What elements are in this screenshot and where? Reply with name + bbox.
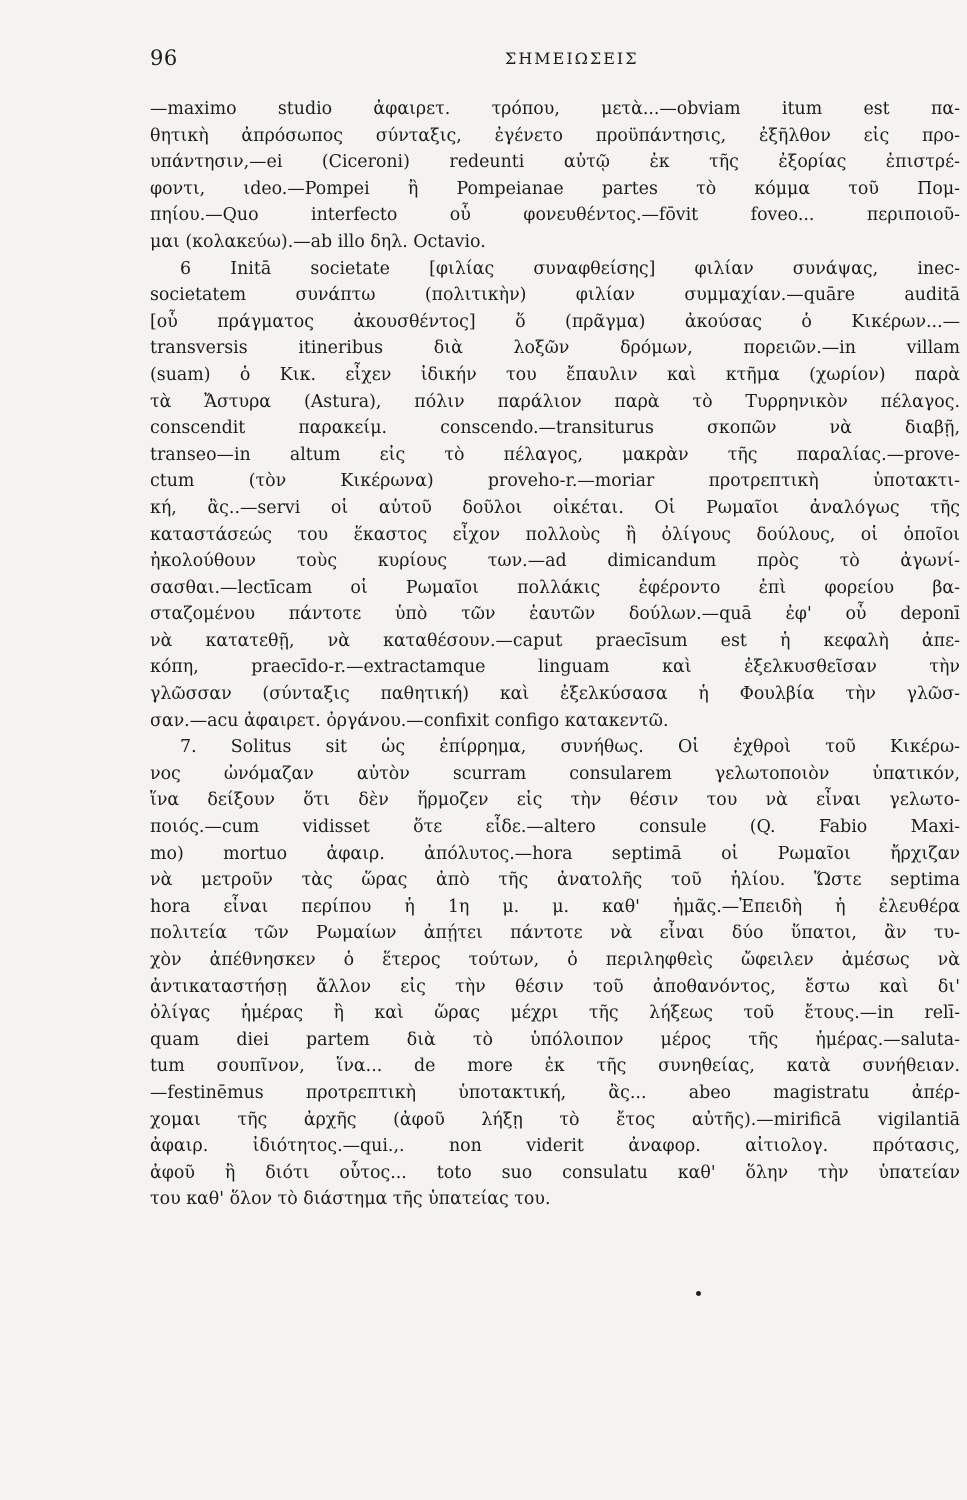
text-line: 6 Initā societate [φιλίας συναφθείσης] φιλίαν συνάψας, inec- xyxy=(180,258,960,279)
text-line: φοντι, ιdeo.—Pompei ἢ Pompeianae partes τὸ κόμμα τοῦ Πομ- xyxy=(150,178,960,199)
text-line: πολιτεία τῶν Ρωμαίων ἀπῄτει πάντοτε νὰ εἶναι δύο ὕπατοι, ἂν τυ- xyxy=(150,923,960,944)
text-line: transversis itineribus διὰ λοξῶν δρόμων, πορειῶν.—in villam xyxy=(150,338,960,359)
text-line: hora εἶναι περίπου ἡ 1η μ. μ. καθ' ἡμᾶς.—Ἐπειδὴ ἡ ἐλευθέρα xyxy=(150,896,960,917)
text-line: ὀλίγας ἡμέρας ἢ καὶ ὥρας μέχρι τῆς λήξεως τοῦ ἔτους.—in relī- xyxy=(150,1003,960,1024)
text-line: κή, ἂς..—servi οἱ αὑτοῦ δοῦλοι οἰκέται. Οἱ Ρωμαῖοι ἀναλόγως τῆς xyxy=(150,497,960,518)
text-line: του καθ' ὅλον τὸ διάστημα τῆς ὑπατείας του. xyxy=(150,1189,551,1210)
text-line: 7. Solitus sit ὡς ἐπίρρημα, συνήθως. Οἱ ἐχθροὶ τοῦ Κικέρω- xyxy=(180,737,960,758)
text-line: tum σουπῖνον, ἵνα... de more ἐκ τῆς συνηθείας, κατὰ συνήθειαν. xyxy=(150,1056,960,1077)
text-line: societatem συνάπτω (πολιτικὴν) φιλίαν συμμαχίαν.—quāre auditā xyxy=(150,285,960,306)
running-head: ΣΗΜΕΙΩΣΕΙΣ xyxy=(505,49,639,68)
text-line: νὰ κατατεθῇ, νὰ καταθέσουν.—caput praecīsum est ἡ κεφαλὴ ἀπε- xyxy=(150,630,960,651)
text-line: σασθαι.—lectīcam οἱ Ρωμαῖοι πολλάκις ἐφέροντο ἐπὶ φορείου βα- xyxy=(150,577,960,598)
text-line: καταστάσεώς του ἕκαστος εἶχον πολλοὺς ἢ ὀλίγους δούλους, οἱ ὁποῖοι xyxy=(150,524,960,545)
text-line: μαι (κολακεύω).—ab illo δηλ. Octavio. xyxy=(150,231,486,252)
end-mark-dot xyxy=(696,1291,701,1296)
text-line: transeo—in altum εἰς τὸ πέλαγος, μακρὰν τῆς παραλίας.—prove- xyxy=(150,444,960,465)
text-line: ἀφοῦ ἢ διότι οὗτος... toto suo consulatu καθ' ὅλην τὴν ὑπατείαν xyxy=(150,1162,960,1183)
text-line: κόπη, praecīdo-r.—extractamque linguam καὶ ἐξελκυσθεῖσαν τὴν xyxy=(150,657,960,678)
text-line: mo) mortuo ἀφαιρ. ἀπόλυτος.—hora septimā οἱ Ρωμαῖοι ἤρχιζαν xyxy=(150,843,960,864)
text-line: θητικὴ ἀπρόσωπος σύνταξις, ἐγένετο προϋπάντησις, ἐξῆλθον εἰς προ- xyxy=(150,125,960,146)
text-line: χομαι τῆς ἀρχῆς (ἀφοῦ λήξῃ τὸ ἔτος αὐτῆς).—mirificā vigilantiā xyxy=(150,1109,960,1130)
notes-body xyxy=(150,96,960,1213)
text-line: τὰ Ἄστυρα (Astura), πόλιν παράλιον παρὰ τὸ Τυρρηνικὸν πέλαγος. xyxy=(150,391,960,412)
text-line: νος ὠνόμαζαν αὐτὸν scurram consularem γελωτοποιὸν ὑπατικόν, xyxy=(150,763,960,784)
text-line: —festinēmus προτρεπτικὴ ὑποτακτική, ἂς... abeo magistratu ἀπέρ- xyxy=(150,1082,960,1103)
text-line: ctum (τὸν Κικέρωνα) proveho-r.—moriar προτρεπτικὴ ὑποτακτι- xyxy=(150,471,960,492)
text-line: quam diei partem διὰ τὸ ὑπόλοιπον μέρος τῆς ἡμέρας.—saluta- xyxy=(150,1029,960,1050)
text-line: conscendit παρακείμ. conscendo.—transiturus σκοπῶν νὰ διαβῇ, xyxy=(150,418,960,439)
text-line: ποιός.—cum vidisset ὅτε εἶδε.—altero consule (Q. Fabio Maxi- xyxy=(150,817,960,838)
text-line: ἠκολούθουν τοὺς κυρίους των.—ad dimicandum πρὸς τὸ ἀγωνί- xyxy=(150,551,960,572)
text-line: σταζομένου πάντοτε ὑπὸ τῶν ἑαυτῶν δούλων.—quā ἐφ' οὗ deponī xyxy=(150,604,960,625)
page-number: 96 xyxy=(150,46,178,70)
text-line: ἵνα δείξουν ὅτι δὲν ἥρμοζεν εἰς τὴν θέσιν του νὰ εἶναι γελωτο- xyxy=(150,790,960,811)
text-line: [οὗ πράγματος ἀκουσθέντος] ὅ (πρᾶγμα) ἀκούσας ὁ Κικέρων...— xyxy=(150,311,960,332)
text-line: ἀντικαταστήσῃ ἄλλον εἰς τὴν θέσιν τοῦ ἀποθανόντος, ἔστω καὶ δι' xyxy=(150,976,960,997)
text-line: νὰ μετροῦν τὰς ὥρας ἀπὸ τῆς ἀνατολῆς τοῦ ἡλίου. Ὥστε septima xyxy=(150,870,960,891)
text-line: υπάντησιν,—ei (Ciceroni) redeunti αὐτῷ ἐκ τῆς ἐξορίας ἐπιστρέ- xyxy=(150,152,960,173)
text-line: πηίου.—Quo interfecto οὗ φονευθέντος.—fōvit foveo... περιποιοῦ- xyxy=(150,205,960,226)
text-line: ἀφαιρ. ἰδιότητος.—qui.,. non viderit ἀναφορ. αἰτιολογ. πρότασις, xyxy=(150,1136,960,1157)
page-header xyxy=(150,40,967,80)
text-line: —maximo studio ἀφαιρετ. τρόπου, μετὰ...—obviam itum est πα- xyxy=(150,99,960,119)
text-line: (suam) ὁ Κικ. εἶχεν ἰδικήν του ἔπαυλιν καὶ κτῆμα (χωρίον) παρὰ xyxy=(150,364,960,385)
text-line: γλῶσσαν (σύνταξις παθητική) καὶ ἐξελκύσασα ἡ Φουλβία τὴν γλῶσ- xyxy=(150,684,960,705)
text-line: χὸν ἀπέθνησκεν ὁ ἕτερος τούτων, ὁ περιληφθεὶς ὤφειλεν ἀμέσως νὰ xyxy=(150,950,960,970)
text-line: σαν.—acu ἀφαιρετ. ὀργάνου.—confixit configo κατακεντῶ. xyxy=(150,710,669,731)
